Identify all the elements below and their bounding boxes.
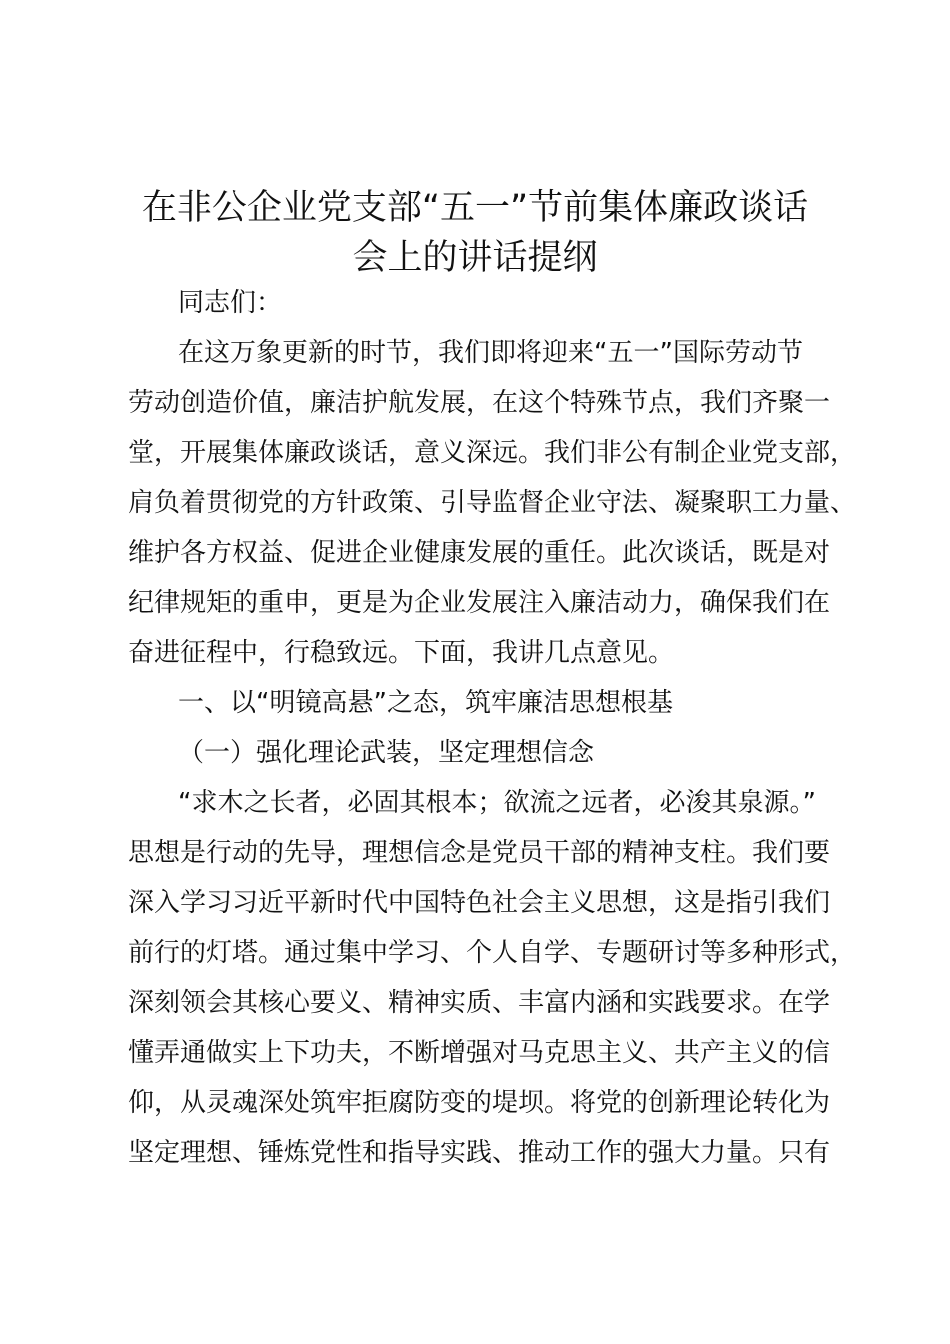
paragraph-line: 深刻领会其核心要义、精神实质、丰富内涵和实践要求。在学 — [128, 988, 831, 1018]
paragraph-line: 思想是行动的先导，理想信念是党员干部的精神支柱。我们要 — [128, 838, 831, 868]
paragraph-line: 深入学习习近平新时代中国特色社会主义思想，这是指引我们 — [128, 888, 831, 918]
document-title-line-2: 会上的讲话提纲 — [352, 238, 598, 278]
section-heading: 一、以“明镜高悬”之态，筑牢廉洁思想根基 — [178, 688, 673, 718]
subsection-heading: （一）强化理论武装，坚定理想信念 — [178, 738, 595, 768]
salutation: 同志们： — [178, 288, 283, 318]
document-title-line-1: 在非公企业党支部“五一”节前集体廉政谈话 — [141, 188, 809, 228]
paragraph-line: 纪律规矩的重申，更是为企业发展注入廉洁动力，确保我们在 — [128, 588, 831, 618]
paragraph-line: 奋进征程中，行稳致远。下面，我讲几点意见。 — [128, 638, 675, 668]
paragraph-line: 懂弄通做实上下功夫，不断增强对马克思主义、共产主义的信 — [128, 1038, 831, 1068]
paragraph-line: 坚定理想、锤炼党性和指导实践、推动工作的强大力量。只有 — [128, 1138, 831, 1168]
paragraph-line: 肩负着贯彻党的方针政策、引导监督企业守法、凝聚职工力量、 — [128, 488, 857, 518]
paragraph-line: 前行的灯塔。通过集中学习、个人自学、专题研讨等多种形式， — [128, 938, 857, 968]
paragraph-line: 劳动创造价值，廉洁护航发展，在这个特殊节点，我们齐聚一 — [128, 388, 831, 418]
paragraph-line: “求木之长者，必固其根本；欲流之远者，必浚其泉源。” — [178, 788, 816, 818]
paragraph-line: 维护各方权益、促进企业健康发展的重任。此次谈话，既是对 — [128, 538, 831, 568]
paragraph-line: 仰，从灵魂深处筑牢拒腐防变的堤坝。将党的创新理论转化为 — [128, 1088, 831, 1118]
paragraph-line: 堂，开展集体廉政谈话，意义深远。我们非公有制企业党支部， — [128, 438, 857, 468]
paragraph-line: 在这万象更新的时节，我们即将迎来“五一”国际劳动节 — [178, 338, 803, 368]
